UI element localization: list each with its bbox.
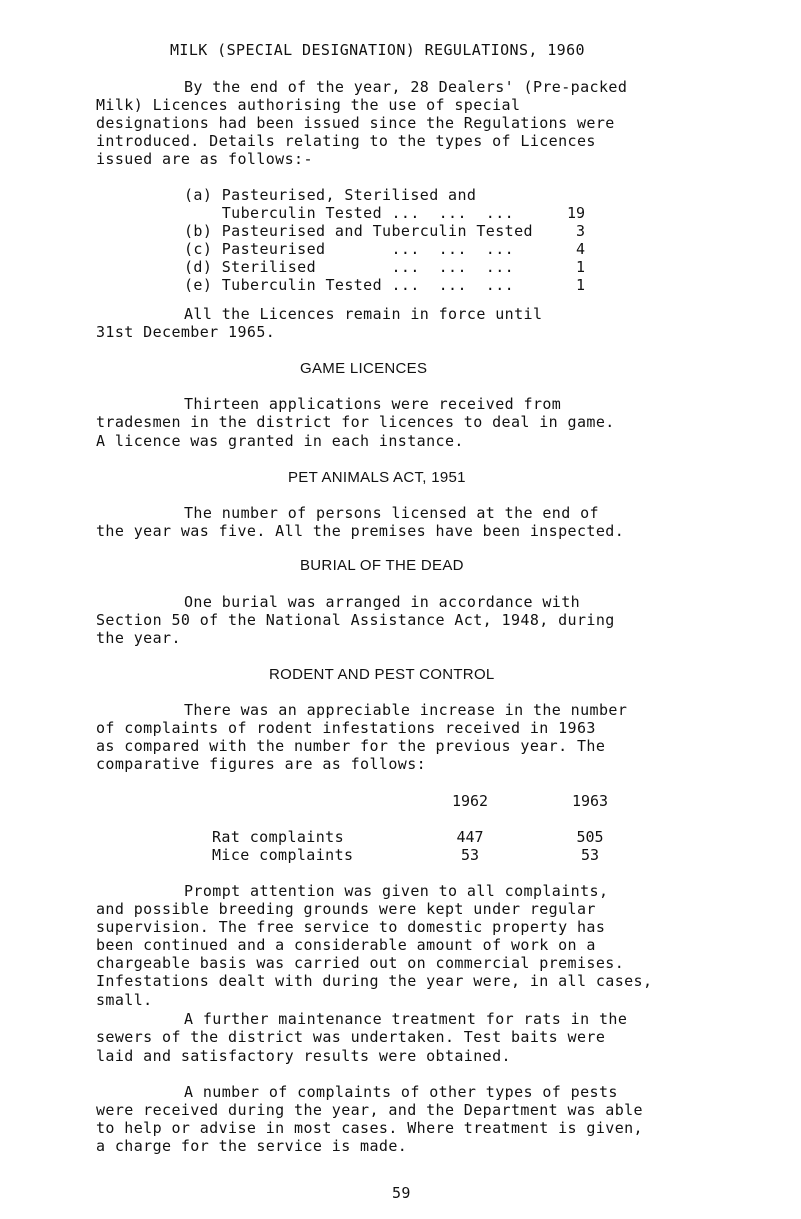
licence-item-label: (e) Tuberculin Tested ... ... ...: [184, 276, 515, 295]
licence-item-label: (d) Sterilised ... ... ...: [184, 258, 515, 277]
rodent-para2-line: chargeable basis was carried out on commercial premises.: [96, 954, 625, 973]
rodent-para3-line: sewers of the district was undertaken. Test baits were: [96, 1028, 606, 1047]
burial-line: the year.: [96, 628, 181, 647]
rodent-para4-line: to help or advise in most cases. Where treatment is given,: [96, 1118, 643, 1137]
game-heading: GAME LICENCES: [300, 360, 428, 378]
rodent-intro-line: comparative figures are as follows:: [96, 755, 427, 774]
milk-note-line: All the Licences remain in force until: [184, 304, 543, 323]
rodent-para2-line: small.: [96, 990, 153, 1009]
rodent-para2-line: been continued and a considerable amount of work on a: [96, 936, 596, 955]
rodent-para2-line: supervision. The free service to domestic property has: [96, 918, 606, 937]
licence-item-label: Tuberculin Tested ... ... ...: [184, 204, 515, 223]
milk-para-line: introduced. Details relating to the types of Licences: [96, 131, 596, 150]
rodent-para2-line: Prompt attention was given to all complaints,: [184, 882, 609, 900]
pets-heading: PET ANIMALS ACT, 1951: [288, 468, 466, 486]
licence-item-label: (a) Pasteurised, Sterilised and: [184, 186, 477, 205]
rodent-para2-line: and possible breeding grounds were kept under regular: [96, 900, 596, 919]
licence-item-count: 1: [575, 276, 585, 295]
table-row-label: Rat complaints: [212, 827, 345, 846]
rodent-para3-line: A further maintenance treatment for rats in the: [184, 1010, 628, 1029]
rodent-para4-line: a charge for the service is made.: [96, 1136, 408, 1155]
licence-item-count: 19: [566, 204, 585, 223]
milk-para-line: designations had been issued since the Regulations were: [96, 113, 615, 132]
rodent-para4-line: were received during the year, and the Department was able: [96, 1100, 643, 1119]
page-number: 59: [392, 1184, 411, 1203]
table-cell: 447: [456, 827, 484, 846]
milk-para-line: By the end of the year, 28 Dealers' (Pre-packed: [184, 77, 628, 96]
game-line: tradesmen in the district for licences to deal in game.: [96, 413, 615, 432]
game-line: A licence was granted in each instance.: [96, 431, 464, 450]
table-cell: 53: [460, 845, 480, 864]
licence-item-count: 3: [575, 222, 585, 241]
table-cell: 505: [576, 827, 604, 846]
rodent-intro-line: as compared with the number for the previous year. The: [96, 737, 606, 756]
burial-line: One burial was arranged in accordance with: [184, 592, 581, 611]
table-column-header: 1963: [571, 791, 609, 810]
burial-heading: BURIAL OF THE DEAD: [300, 557, 464, 575]
rodent-para3-line: laid and satisfactory results were obtained.: [96, 1046, 511, 1065]
pets-line: The number of persons licensed at the end of: [184, 503, 599, 522]
milk-para-line: issued are as follows:-: [96, 149, 313, 168]
rodent-heading: RODENT AND PEST CONTROL: [269, 665, 495, 683]
licence-item-count: 1: [575, 258, 585, 277]
milk-heading: MILK (SPECIAL DESIGNATION) REGULATIONS, 1960: [170, 41, 585, 60]
table-row-label: Mice complaints: [212, 845, 354, 864]
game-line: Thirteen applications were received from: [184, 395, 562, 414]
milk-para-line: Milk) Licences authorising the use of special: [96, 95, 521, 114]
rodent-intro-line: There was an appreciable increase in the number: [184, 701, 628, 720]
burial-line: Section 50 of the National Assistance Act, 1948, during: [96, 610, 615, 629]
rodent-para2-line: Infestations dealt with during the year were, in all cases,: [96, 972, 653, 991]
licence-item-count: 4: [575, 240, 585, 259]
pets-line: the year was five. All the premises have been inspected.: [96, 521, 625, 540]
table-cell: 53: [580, 845, 600, 864]
licence-item-label: (c) Pasteurised ... ... ...: [184, 240, 515, 259]
rodent-intro-line: of complaints of rodent infestations received in 1963: [96, 719, 596, 738]
milk-note-line: 31st December 1965.: [96, 322, 276, 341]
licence-item-label: (b) Pasteurised and Tuberculin Tested: [184, 222, 533, 241]
table-column-header: 1962: [451, 791, 489, 810]
rodent-para4-line: A number of complaints of other types of pests: [184, 1082, 618, 1101]
